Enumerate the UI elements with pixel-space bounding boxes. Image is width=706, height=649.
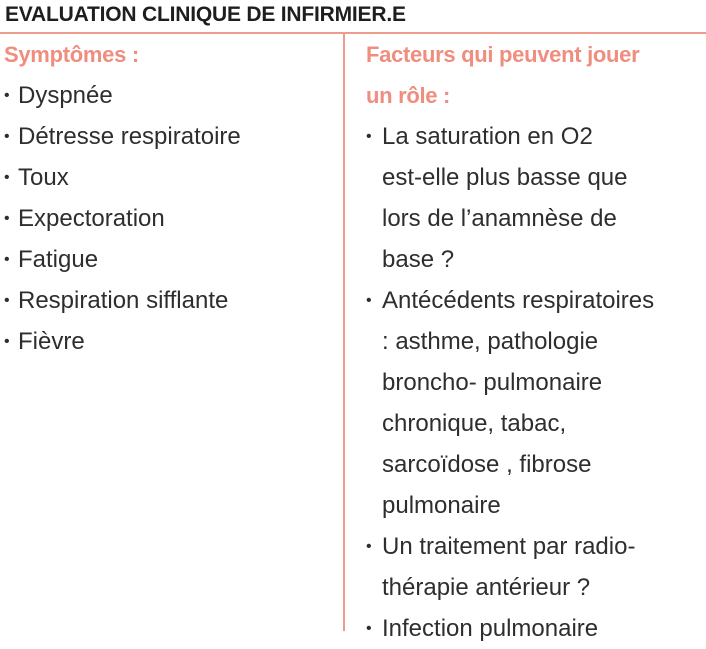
column-divider	[343, 33, 345, 631]
symptom-item: • Fièvre	[4, 321, 340, 362]
factor-item	[366, 116, 706, 280]
factor-item	[366, 608, 706, 649]
factor-item-line: • Antécédents respiratoires	[382, 287, 655, 314]
symptom-item: • Expectoration	[4, 198, 340, 239]
factor-item-line: : asthme, pathologie	[382, 328, 599, 355]
factor-item-line: • La saturation en O2	[382, 123, 593, 150]
factor-item-line: • Infection pulmonaire	[382, 615, 599, 642]
symptom-item: • Dyspnée	[4, 75, 340, 116]
symptom-item: • Respiration sifflante	[4, 280, 340, 321]
factor-item	[366, 526, 706, 608]
symptom-item: • Fatigue	[4, 239, 340, 280]
factor-item-line: pulmonaire	[382, 492, 501, 519]
factors-column	[366, 34, 706, 649]
factors-heading-line: Facteurs qui peuvent jouer	[366, 42, 640, 67]
symptom-item: • Détresse respiratoire	[4, 116, 340, 157]
symptoms-heading: Symptômes :	[4, 42, 139, 67]
symptoms-list	[4, 75, 340, 362]
factor-item-line: • Un traitement par radio-	[382, 533, 636, 560]
symptom-item: • Toux	[4, 157, 340, 198]
factor-item-line: chronique, tabac,	[382, 410, 567, 437]
factor-item-line: lors de l’anamnèse de	[382, 205, 617, 232]
factors-heading	[366, 34, 706, 116]
factor-item-line: broncho- pulmonaire	[382, 369, 603, 396]
factor-item-line: thérapie antérieur ?	[382, 574, 591, 601]
symptoms-column	[4, 34, 340, 362]
factor-item-line: sarcoïdose , fibrose	[382, 451, 592, 478]
page-title: EVALUATION CLINIQUE DE INFIRMIER.E	[5, 3, 406, 26]
factor-item-line: est-elle plus basse que	[382, 164, 628, 191]
factor-item-line: base ?	[382, 246, 455, 273]
factors-heading-line: un rôle :	[366, 83, 451, 108]
factor-item	[366, 280, 706, 526]
factors-list	[366, 116, 706, 649]
